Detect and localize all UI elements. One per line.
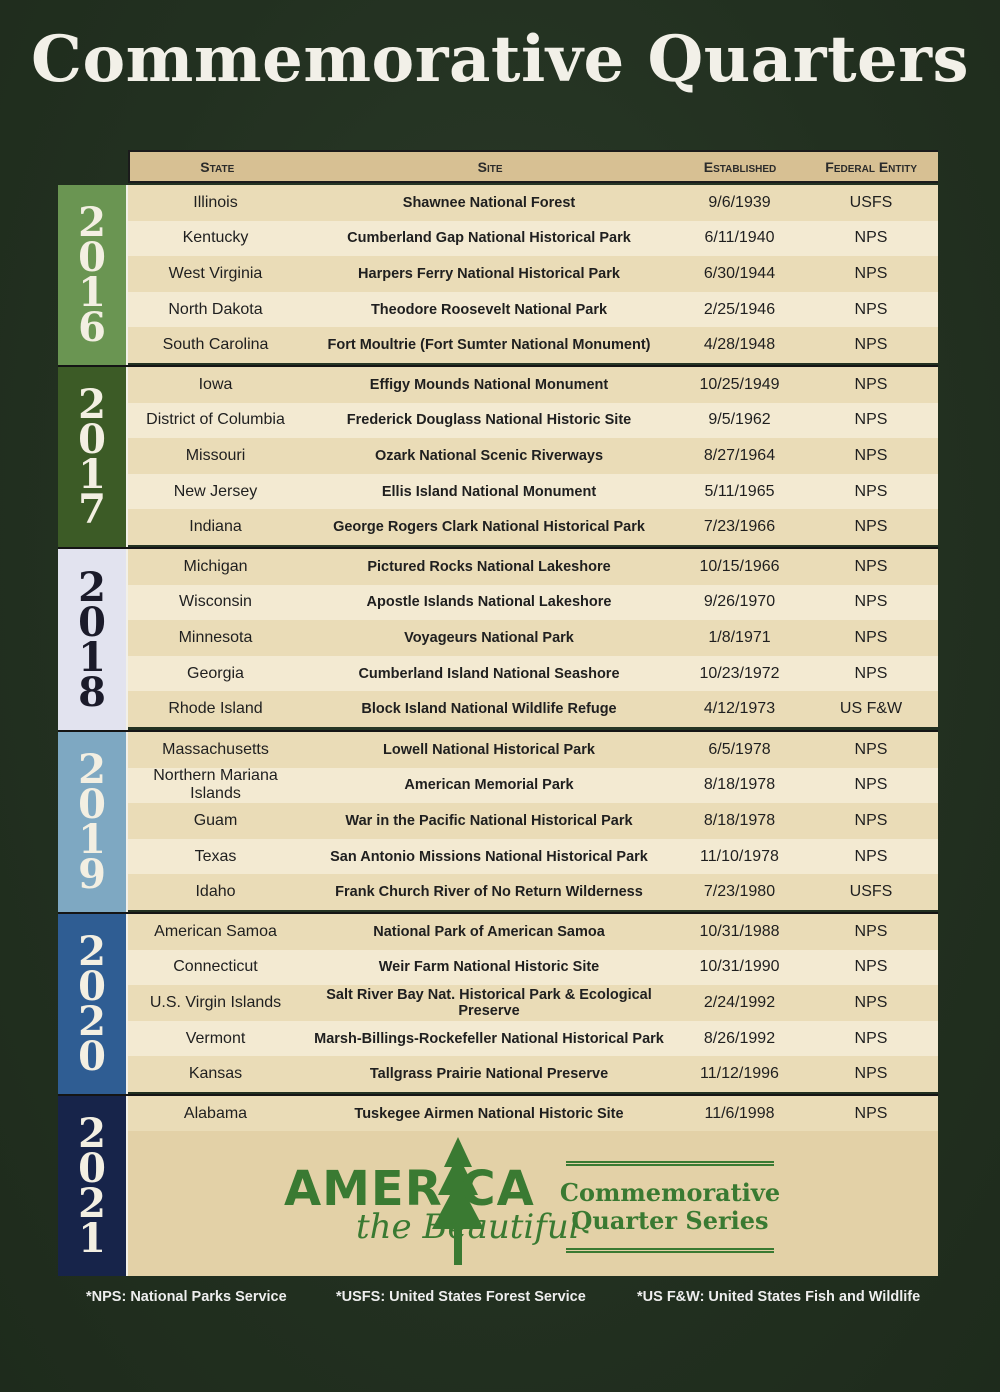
table-row [128,549,938,585]
federal-entity-cell: NPS [854,264,888,282]
table-row [128,620,938,656]
state-cell: Idaho [195,883,236,901]
table-row [128,732,938,768]
table-row [128,327,938,363]
header-established: Established [703,158,777,175]
state-cell: Iowa [198,375,233,393]
year-digit: 1 [78,816,106,863]
series-title [559,1161,781,1253]
footnote-nps: *NPS: National Parks Service [86,1289,287,1305]
site-cell: Shawnee National Forest [402,194,576,211]
america-the-beautiful-logo [128,1131,938,1276]
state-cell: U.S. Virgin Islands [149,993,282,1011]
state-cell: Wisconsin [179,593,252,611]
federal-entity-cell: NPS [854,958,888,976]
year-digit: 1 [78,451,106,498]
established-cell: 11/10/1978 [700,847,779,865]
site-cell: Fort Moultrie (Fort Sumter National Monument) [327,337,651,354]
established-cell: 2/24/1992 [703,993,776,1011]
established-cell: 7/23/1966 [703,518,776,536]
site-cell: Marsh-Billings-Rockefeller National Historical Park [314,1030,664,1047]
year-label [58,914,128,1094]
site-cell: Harpers Ferry National Historical Park [358,265,620,282]
federal-entity-cell: NPS [854,229,888,247]
year-digit: 2 [78,1110,106,1157]
table-row [128,950,938,986]
federal-entity-cell: NPS [854,993,888,1011]
site-cell: Apostle Islands National Lakeshore [366,594,612,611]
table-row [128,985,938,1021]
federal-entity-cell: US F&W [839,700,903,718]
year-block-2017 [58,367,938,547]
year-rows [128,185,938,363]
year-digit: 2 [78,746,106,793]
year-block-2016 [58,185,938,365]
site-cell: National Park of American Samoa [373,923,605,940]
state-cell: Guam [193,811,238,829]
site-cell: Cumberland Island National Seashore [358,665,620,682]
federal-entity-cell: NPS [854,375,888,393]
year-block-2019 [58,732,938,912]
year-digit: 2 [78,199,106,246]
table-row [128,185,938,221]
established-cell: 6/11/1940 [704,229,775,247]
table-row [128,403,938,439]
site-cell: Cumberland Gap National Historical Park [347,230,631,247]
established-cell: 6/30/1944 [703,264,776,282]
site-cell: Block Island National Wildlife Refuge [361,701,617,718]
site-cell: Voyageurs National Park [404,629,574,646]
state-cell: American Samoa [154,922,277,940]
table-row [128,656,938,692]
state-cell: Kentucky [182,229,249,247]
established-cell: 9/26/1970 [703,593,776,611]
site-cell: San Antonio Missions National Historical Park [330,848,648,865]
state-cell: Connecticut [173,958,258,976]
table-row [128,914,938,950]
site-cell: Pictured Rocks National Lakeshore [367,558,611,575]
header-site: Site [477,158,503,175]
year-digit: 0 [78,416,106,463]
year-digit: 2 [78,1180,106,1227]
established-cell: 8/26/1992 [703,1029,776,1047]
year-digit: 0 [78,781,106,828]
year-digit: 9 [78,851,106,898]
year-digit: 0 [78,1033,106,1080]
established-cell: 1/8/1971 [708,628,771,646]
established-cell: 2/25/1946 [703,300,776,318]
site-cell: Frederick Douglass National Historic Site [346,412,632,429]
year-digit: 0 [78,598,106,646]
table-row [128,1056,938,1092]
state-cell: Michigan [183,557,248,575]
established-cell: 10/23/1972 [699,664,780,682]
state-cell: Minnesota [178,628,253,646]
established-cell: 9/6/1939 [708,193,771,211]
year-rows [128,1096,938,1132]
established-cell: 9/5/1962 [708,411,771,429]
table-row [128,367,938,403]
year-rows [128,732,938,910]
table-row [128,221,938,257]
table-row [128,292,938,328]
state-cell: District of Columbia [146,411,285,429]
site-cell: Tuskegee Airmen National Historic Site [354,1105,624,1122]
established-cell: 10/25/1949 [699,375,780,393]
year-digit: 1 [78,269,106,316]
table-row [128,474,938,510]
federal-entity-cell: NPS [854,482,888,500]
table-row [128,438,938,474]
year-block-2020 [58,914,938,1094]
federal-entity-cell: NPS [854,922,888,940]
year-digit: 8 [78,668,106,716]
site-cell: Effigy Mounds National Monument [369,376,609,393]
federal-entity-cell: NPS [854,593,888,611]
federal-entity-cell: NPS [854,1029,888,1047]
table-row [128,803,938,839]
footnote-usfs: *USFS: United States Forest Service [336,1289,586,1305]
table-row [128,1021,938,1057]
established-cell: 4/28/1948 [703,336,776,354]
table-row [128,768,938,804]
state-cell: Rhode Island [168,700,263,718]
federal-entity-cell: NPS [854,740,888,758]
site-cell: American Memorial Park [404,777,574,794]
state-cell: Alabama [183,1104,248,1122]
site-cell: Weir Farm National Historic Site [378,959,600,976]
table-row [128,691,938,727]
site-cell: Ozark National Scenic Riverways [374,447,604,464]
federal-entity-cell: USFS [849,193,893,211]
established-cell: 11/6/1998 [704,1104,775,1122]
established-cell: 8/27/1964 [703,446,776,464]
table-row [128,256,938,292]
footnotes [0,1287,1000,1311]
year-label [58,1096,128,1276]
established-cell: 10/31/1990 [699,958,780,976]
site-cell: Tallgrass Prairie National Preserve [369,1066,609,1083]
table-row [128,585,938,621]
year-digit: 1 [78,1215,106,1262]
federal-entity-cell: NPS [854,557,888,575]
federal-entity-cell: NPS [854,628,888,646]
table-row [128,1096,938,1132]
state-cell: North Dakota [168,300,263,318]
year-block-2018 [58,549,938,730]
year-label [58,732,128,912]
series-line1: Commemorative [559,1178,781,1207]
established-cell: 10/31/1988 [699,922,780,940]
year-digit: 2 [78,928,106,975]
year-rows [128,549,938,727]
federal-entity-cell: NPS [854,776,888,794]
established-cell: 6/5/1978 [708,740,771,758]
federal-entity-cell: NPS [854,336,888,354]
state-cell: Georgia [187,664,244,682]
federal-entity-cell: NPS [854,1104,888,1122]
federal-entity-cell: NPS [854,446,888,464]
state-cell: Northern Mariana Islands [153,767,278,803]
established-cell: 5/11/1965 [704,482,775,500]
year-digit: 0 [78,1145,106,1192]
federal-entity-cell: NPS [854,1065,888,1083]
established-cell: 8/18/1978 [703,811,776,829]
federal-entity-cell: NPS [854,811,888,829]
year-label [58,367,128,547]
table-row [128,839,938,875]
state-cell: West Virginia [168,264,263,282]
state-cell: South Carolina [162,336,269,354]
state-cell: Kansas [188,1065,243,1083]
series-line2: Quarter Series [571,1206,769,1235]
established-cell: 7/23/1980 [703,883,776,901]
year-rows [128,367,938,545]
federal-entity-cell: NPS [854,300,888,318]
established-cell: 11/12/1996 [700,1065,779,1083]
site-cell: Salt River Bay Nat. Historical Park & Ecological Preserve [326,986,652,1019]
federal-entity-cell: NPS [854,664,888,682]
federal-entity-cell: USFS [849,883,893,901]
state-cell: Texas [194,847,237,865]
year-digit: 2 [78,563,106,611]
site-cell: Theodore Roosevelt National Park [370,301,608,318]
year-digit: 2 [78,998,106,1045]
table-row [128,874,938,910]
page-title: Commemorative Quarters [31,22,969,97]
table-header [128,150,938,183]
year-label [58,185,128,365]
established-cell: 4/12/1973 [703,700,776,718]
state-cell: Missouri [185,446,246,464]
year-digit: 0 [78,234,106,281]
established-cell: 10/15/1966 [699,557,780,575]
year-label [58,549,128,730]
year-digit: 6 [78,304,106,351]
year-digit: 7 [78,486,106,533]
footnote-usfw: *US F&W: United States Fish and Wildlife [637,1289,921,1305]
site-cell: War in the Pacific National Historical Park [345,812,633,829]
year-rows [128,914,938,1092]
state-cell: New Jersey [173,482,258,500]
site-cell: Lowell National Historical Park [383,741,595,758]
header-federal-entity: Federal Entity [825,158,918,175]
table-row [128,509,938,545]
state-cell: Illinois [193,193,238,211]
logo-the-beautiful-text: the Beautiful [356,1207,580,1247]
federal-entity-cell: NPS [854,518,888,536]
year-digit: 2 [78,381,106,428]
logo-america-text: AMER CA [284,1161,535,1217]
header-state: State [200,158,235,175]
state-cell: Indiana [189,518,242,536]
state-cell: Massachusetts [162,740,269,758]
state-cell: Vermont [185,1029,246,1047]
site-cell: George Rogers Clark National Historical Park [333,519,645,536]
established-cell: 8/18/1978 [703,776,776,794]
federal-entity-cell: NPS [854,847,888,865]
year-digit: 0 [78,963,106,1010]
year-digit: 1 [78,633,106,681]
site-cell: Frank Church River of No Return Wilderness [335,884,643,901]
site-cell: Ellis Island National Monument [381,483,597,500]
federal-entity-cell: NPS [854,411,888,429]
